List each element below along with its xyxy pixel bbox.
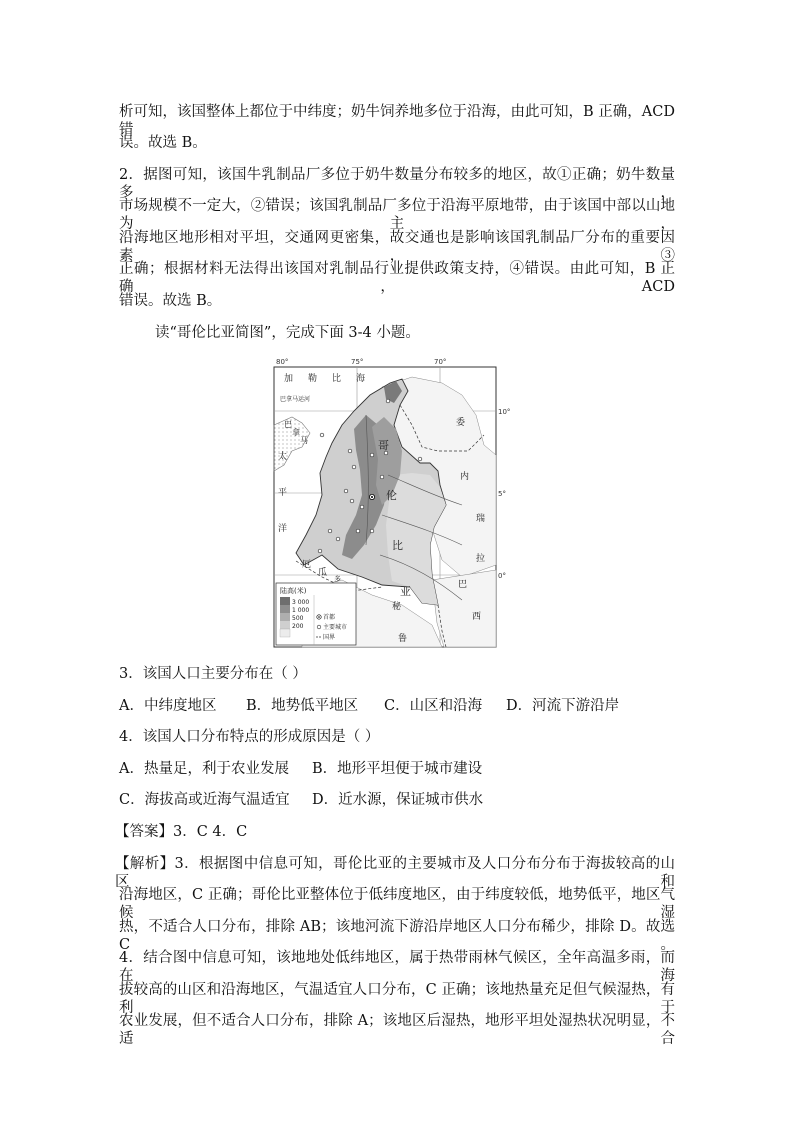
svg-text:巴拿马运河: 巴拿马运河 bbox=[280, 396, 311, 403]
question-3: 3．该国人口主要分布在（ ） bbox=[119, 666, 307, 682]
option-3d: D．河流下游沿岸 bbox=[506, 698, 620, 714]
option-3b: B．地势低平地区 bbox=[246, 698, 359, 714]
text-line: 错误。故选 B。 bbox=[119, 293, 222, 309]
svg-text:巴: 巴 bbox=[458, 580, 468, 590]
explanation-line: 拔较高的山区和沿海地区，气温适宜人口分布，C 正确；该地热量充足但气候湿热，有利于 bbox=[119, 982, 675, 1016]
explanation-line: 4．结合图中信息可知，该地地处低纬地区，属于热带雨林气候区，全年高温多雨，而在海 bbox=[119, 950, 675, 984]
svg-text:500: 500 bbox=[292, 615, 304, 622]
lat-label: 0° bbox=[498, 572, 506, 580]
svg-text:太: 太 bbox=[278, 452, 288, 462]
svg-text:委: 委 bbox=[456, 418, 466, 428]
svg-text:秘: 秘 bbox=[392, 602, 402, 612]
svg-text:拉: 拉 bbox=[476, 554, 486, 564]
svg-text:瑞: 瑞 bbox=[476, 514, 486, 524]
lon-label: 75° bbox=[351, 358, 364, 366]
answer-line: 【答案】3．C 4．C bbox=[115, 824, 248, 840]
svg-text:勒: 勒 bbox=[308, 374, 318, 384]
svg-text:厄: 厄 bbox=[302, 560, 312, 570]
text-line: 析可知，该国整体上都位于中纬度；奶牛饲养地多位于沿海，由此可知，B 正确，ACD 错 bbox=[119, 104, 675, 138]
svg-text:200: 200 bbox=[292, 623, 304, 630]
svg-text:马: 马 bbox=[300, 436, 308, 445]
svg-text:海: 海 bbox=[356, 374, 366, 384]
svg-text:加: 加 bbox=[284, 374, 294, 384]
svg-text:鲁: 鲁 bbox=[398, 634, 408, 644]
question-intro: 读“哥伦比亚简图”，完成下面 3-4 小题。 bbox=[155, 325, 420, 341]
lat-label: 5° bbox=[498, 490, 506, 498]
svg-text:陆高(米): 陆高(米) bbox=[280, 587, 307, 595]
option-4c: C．海拔高或近海气温适宜 bbox=[119, 792, 290, 808]
svg-text:亚: 亚 bbox=[400, 585, 411, 598]
svg-text:比: 比 bbox=[332, 374, 342, 384]
text-line: 误。故选 B。 bbox=[119, 135, 207, 151]
text-line: 正确；根据材料无法得出该国对乳制品行业提供政策支持，④错误。由此可知，B 正确，ACD bbox=[119, 261, 675, 295]
svg-text:1 000: 1 000 bbox=[292, 607, 310, 614]
svg-text:巴: 巴 bbox=[284, 420, 292, 429]
svg-text:伦: 伦 bbox=[386, 489, 397, 502]
option-4b: B．地形平坦便于城市建设 bbox=[312, 761, 483, 777]
svg-text:平: 平 bbox=[278, 488, 288, 498]
text-line: 沿海地区地形相对平坦，交通网更密集，故交通也是影响该国乳制品厂分布的重要因素，③ bbox=[119, 230, 675, 264]
text-line: 2．据图可知，该国牛乳制品厂多位于奶牛数量分布较多的地区，故①正确；奶牛数量多， bbox=[119, 167, 675, 201]
svg-text:洋: 洋 bbox=[278, 524, 288, 534]
svg-text:多: 多 bbox=[334, 575, 341, 583]
lat-label: 10° bbox=[498, 408, 511, 416]
explanation-line: 沿海地区，C 正确；哥伦比亚整体位于低纬度地区，由于纬度较低，地势低平，地区气候湿 bbox=[119, 887, 675, 921]
explanation-line: 热，不适合人口分布，排除 AB；该地河流下游沿岸地区人口分布稀少，排除 D。故选 C。 bbox=[119, 919, 675, 953]
map-legend bbox=[276, 583, 356, 645]
option-4d: D．近水源，保证城市供水 bbox=[312, 792, 484, 808]
option-3c: C．山区和沿海 bbox=[384, 698, 483, 714]
question-4: 4．该国人口分布特点的形成原因是（ ） bbox=[119, 729, 380, 745]
svg-text:哥: 哥 bbox=[378, 439, 389, 452]
svg-text:西: 西 bbox=[472, 612, 482, 622]
lon-label: 70° bbox=[434, 358, 447, 366]
svg-text:比: 比 bbox=[392, 539, 403, 552]
option-3a: A．中纬度地区 bbox=[119, 698, 217, 714]
text-line: 市场规模不一定大，②错误；该国乳制品厂多位于沿海平原地带，由于该国中部以山地为主， bbox=[119, 198, 675, 232]
svg-text:首都: 首都 bbox=[323, 614, 336, 621]
explanation-line: 农业发展，但不适合人口分布，排除 A；该地区后湿热，地形平坦处湿热状况明显，不适合 bbox=[119, 1013, 675, 1047]
svg-text:内: 内 bbox=[460, 472, 470, 482]
svg-text:瓜: 瓜 bbox=[318, 568, 328, 578]
svg-text:拿: 拿 bbox=[292, 428, 300, 437]
svg-text:主要城市: 主要城市 bbox=[323, 624, 348, 631]
explanation-line: 【解析】3．根据图中信息可知，哥伦比亚的主要城市及人口分布分布于海拔较高的山区和 bbox=[115, 856, 675, 890]
svg-text:国界: 国界 bbox=[323, 634, 336, 641]
colombia-map bbox=[262, 355, 512, 650]
option-4a: A．热量足，利于农业发展 bbox=[119, 761, 289, 777]
svg-text:3 000: 3 000 bbox=[292, 599, 310, 606]
lon-label: 80° bbox=[276, 358, 289, 366]
